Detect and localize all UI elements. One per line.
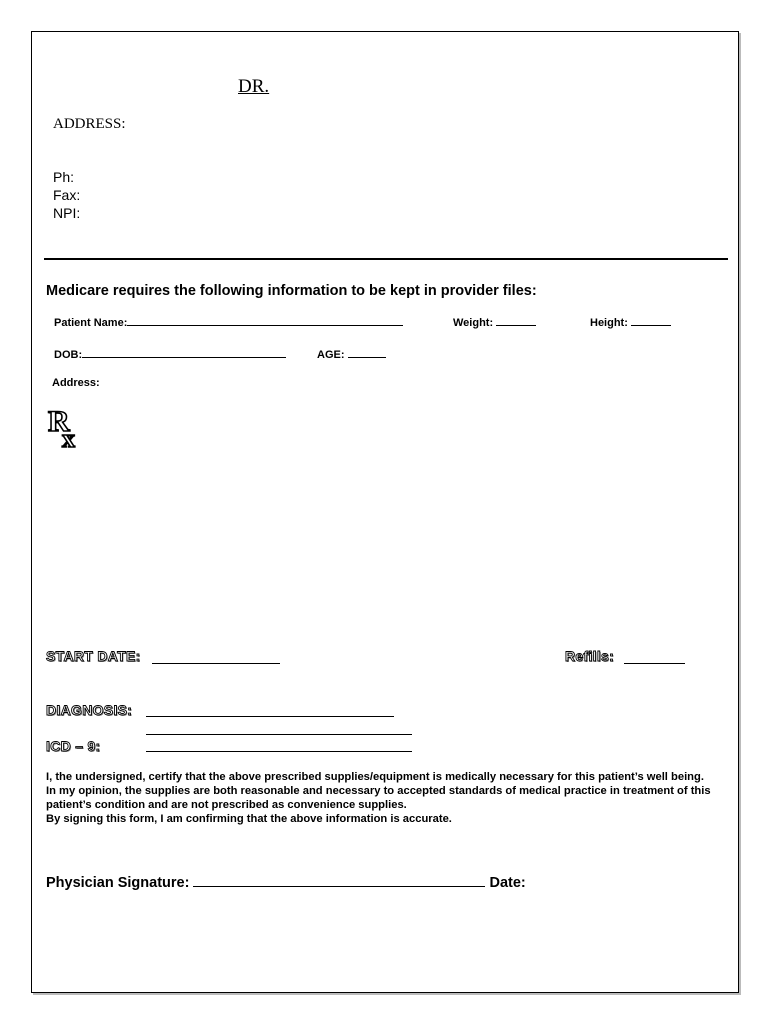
refills-line[interactable] [624, 663, 685, 664]
icd9-label: ICD – 9: [46, 738, 101, 754]
certification-text [46, 770, 736, 826]
height-line [631, 325, 671, 326]
medicare-notice: Medicare requires the following information to be kept in provider files: [46, 283, 537, 299]
patient-name-line [127, 325, 403, 326]
signature-date-label: Date: [489, 875, 526, 891]
diagnosis-label: DIAGNOSIS: [46, 702, 133, 718]
patient-address-label: Address: [52, 377, 100, 389]
doctor-name-heading: DR. [238, 76, 270, 97]
weight-field[interactable] [453, 317, 536, 329]
physician-signature-line[interactable] [193, 886, 485, 887]
diagnosis-line-2[interactable] [146, 734, 412, 735]
height-field[interactable] [590, 317, 671, 329]
start-date-label: START DATE: [46, 648, 141, 664]
certification-line-1: I, the undersigned, certify that the above prescribed supplies/equipment is medically necessary for this patient’s well being. [46, 771, 704, 783]
patient-name-label: Patient Name: [54, 317, 128, 329]
age-label: AGE: [317, 349, 345, 361]
header-divider [44, 258, 728, 260]
prescription-form [31, 31, 739, 993]
fax-label: Fax: [53, 187, 81, 203]
rx-r-glyph: R [48, 405, 70, 438]
rx-icon [46, 405, 90, 449]
weight-line [496, 325, 536, 326]
rx-x-glyph: x [62, 424, 75, 449]
age-line [348, 357, 386, 358]
physician-signature-label: Physician Signature: [46, 875, 190, 891]
height-label: Height: [590, 317, 628, 329]
npi-label: NPI: [53, 205, 81, 221]
refills-label: Refills: [565, 648, 615, 664]
dob-line [82, 357, 286, 358]
patient-name-field[interactable] [54, 317, 403, 329]
icd9-line[interactable] [146, 751, 412, 752]
phone-label: Ph: [53, 169, 75, 185]
age-field[interactable] [317, 349, 386, 361]
dob-field[interactable] [54, 349, 286, 361]
doctor-address-label: ADDRESS: [53, 116, 126, 132]
weight-label: Weight: [453, 317, 494, 329]
dob-label: DOB: [54, 349, 83, 361]
certification-line-2: In my opinion, the supplies are both reasonable and necessary to accepted standards of medical practice in treatment of this patient’s condition and are not prescribed as convenience supplies. [46, 785, 711, 811]
start-date-line[interactable] [152, 663, 280, 664]
certification-line-3: By signing this form, I am confirming that the above information is accurate. [46, 813, 452, 825]
diagnosis-line[interactable] [146, 716, 394, 717]
signature-row [46, 875, 526, 891]
